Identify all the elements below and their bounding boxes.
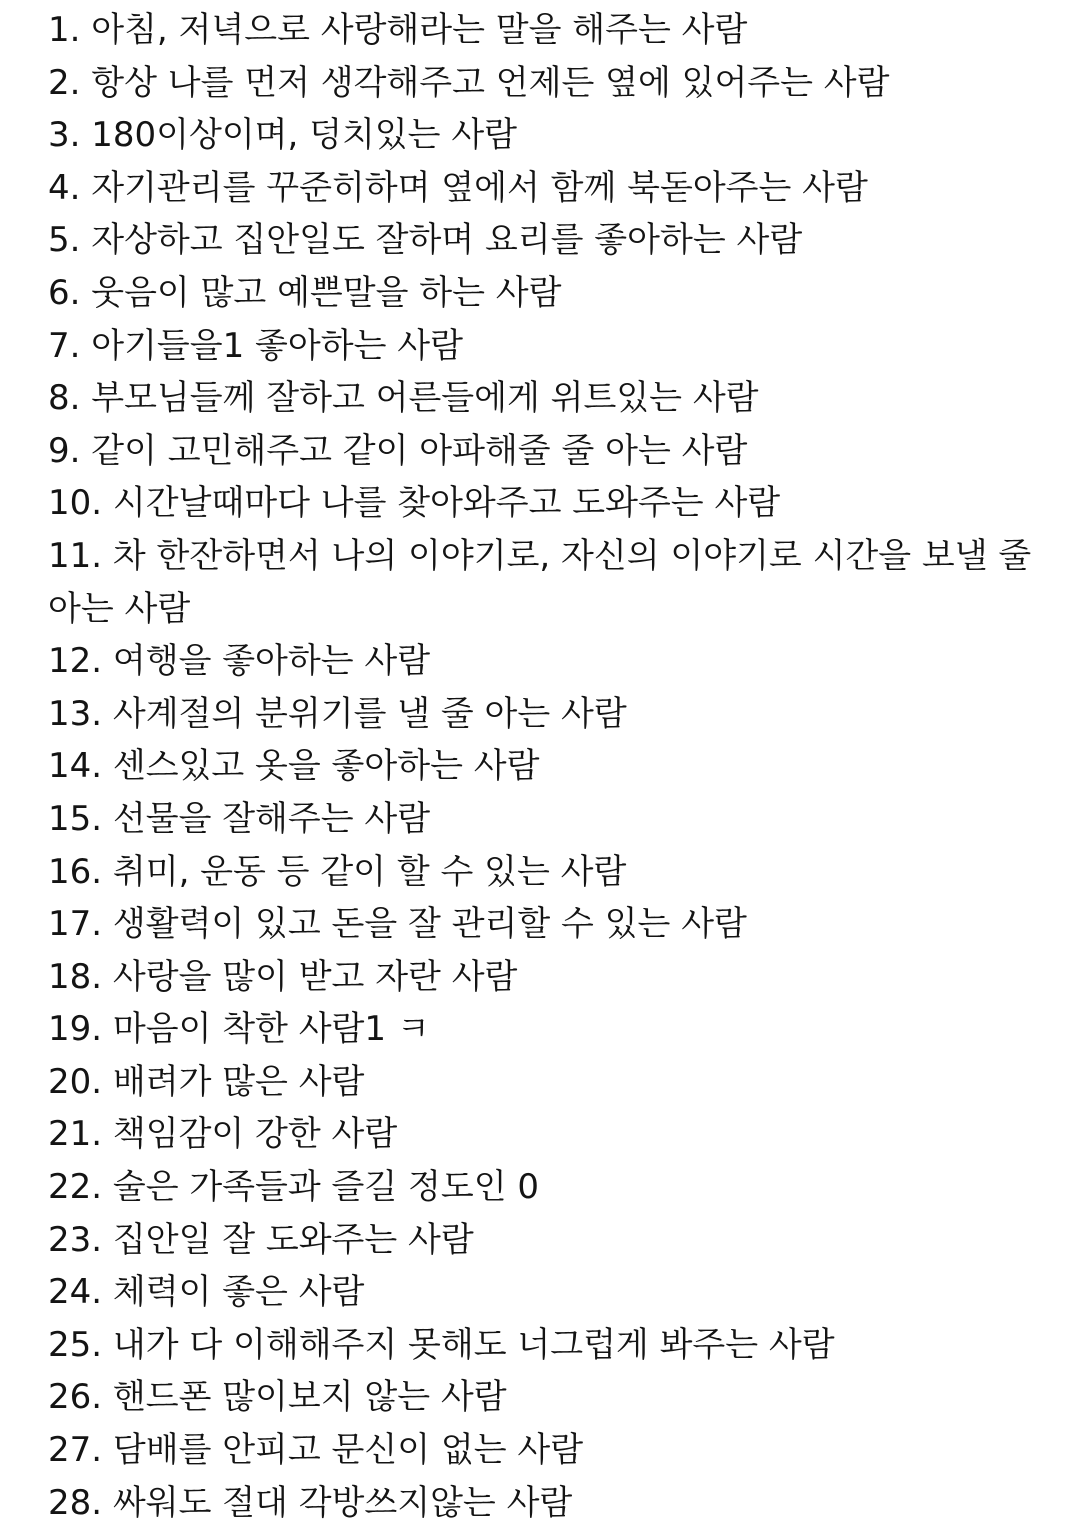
list-item: 24. 체력이 좋은 사람 [48, 1272, 365, 1313]
list-item: 20. 배려가 많은 사람 [48, 1061, 365, 1102]
list-item: 11. 차 한잔하면서 나의 이야기로, 자신의 이야기로 시간을 보낼 줄 아는 사람 [48, 535, 1032, 629]
list-item: 15. 선물을 잘해주는 사람 [48, 798, 431, 839]
list-item: 8. 부모님들께 잘하고 어른들에게 위트있는 사람 [48, 378, 759, 419]
numbered-list [48, 4, 1048, 1529]
list-item: 18. 사랑을 많이 받고 자란 사람 [48, 956, 518, 997]
list-item: 27. 담배를 안피고 문신이 없는 사람 [48, 1430, 584, 1471]
list-item: 26. 핸드폰 많이보지 않는 사람 [48, 1377, 507, 1418]
list-item: 10. 시간날때마다 나를 찾아와주고 도와주는 사람 [48, 483, 781, 524]
list-item: 14. 센스있고 옷을 좋아하는 사람 [48, 746, 540, 787]
list-item: 16. 취미, 운동 등 같이 할 수 있는 사람 [48, 851, 627, 892]
list-item: 4. 자기관리를 꾸준히하며 옆에서 함께 북돋아주는 사람 [48, 167, 868, 208]
list-item: 17. 생활력이 있고 돈을 잘 관리할 수 있는 사람 [48, 904, 747, 945]
list-item: 12. 여행을 좋아하는 사람 [48, 641, 431, 682]
list-item: 19. 마음이 착한 사람1 ㅋ [48, 1009, 430, 1050]
list-item: 5. 자상하고 집안일도 잘하며 요리를 좋아하는 사람 [48, 220, 803, 261]
list-item: 25. 내가 다 이해해주지 못해도 너그럽게 봐주는 사람 [48, 1324, 835, 1365]
list-item: 21. 책임감이 강한 사람 [48, 1114, 398, 1155]
list-item: 7. 아기들을1 좋아하는 사람 [48, 325, 463, 366]
list-item: 9. 같이 고민해주고 같이 아파해줄 줄 아는 사람 [48, 430, 748, 471]
list-item: 2. 항상 나를 먼저 생각해주고 언제든 옆에 있어주는 사람 [48, 62, 890, 103]
list-item: 6. 웃음이 많고 예쁜말을 하는 사람 [48, 272, 562, 313]
list-document [48, 4, 1048, 1529]
list-item: 1. 아침, 저녁으로 사랑해라는 말을 해주는 사람 [48, 10, 748, 50]
list-item: 22. 술은 가족들과 즐길 정도인 0 [48, 1167, 540, 1208]
list-item: 28. 싸워도 절대 각방쓰지않는 사람 [48, 1482, 573, 1523]
list-item: 13. 사계절의 분위기를 낼 줄 아는 사람 [48, 693, 627, 734]
list-item: 3. 180이상이며, 덩치있는 사람 [48, 115, 518, 156]
list-item: 23. 집안일 잘 도와주는 사람 [48, 1219, 474, 1260]
